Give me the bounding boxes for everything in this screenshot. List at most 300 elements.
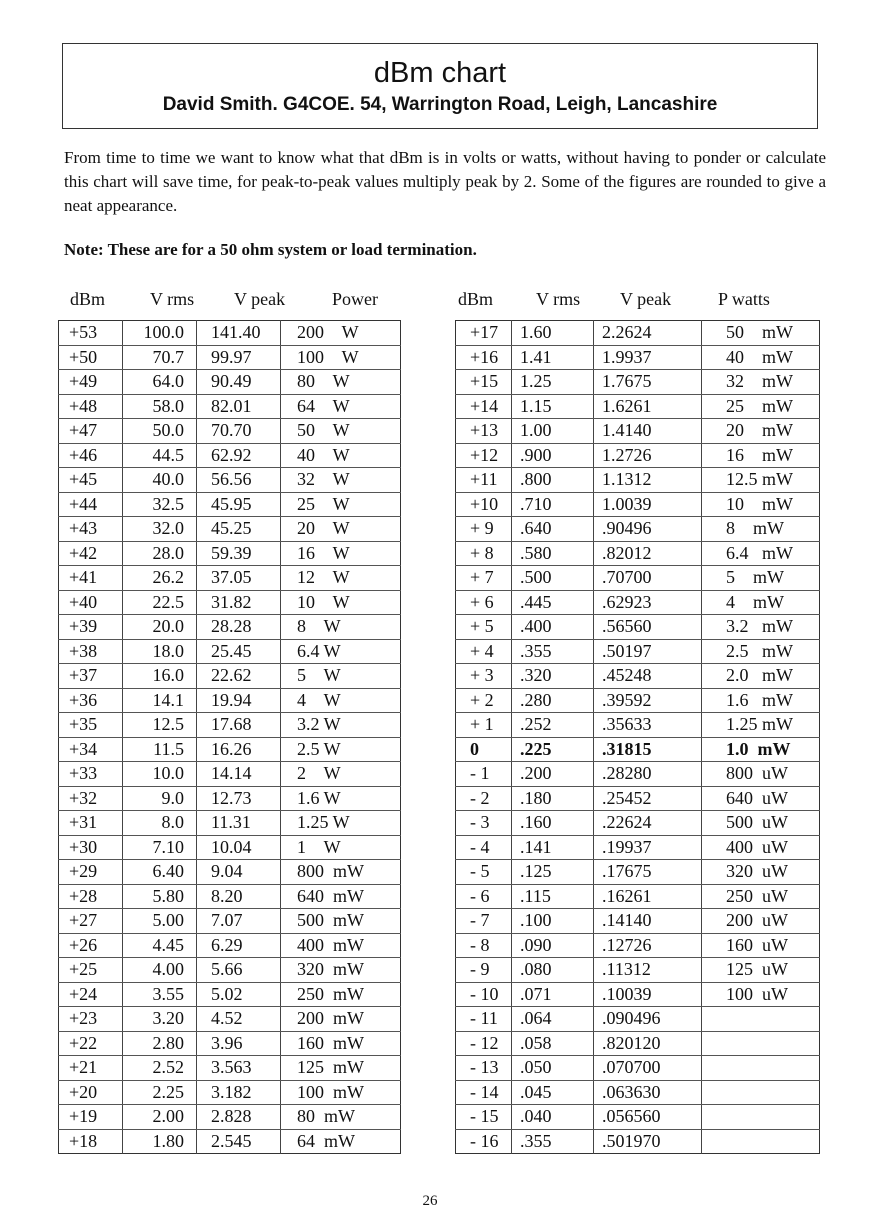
vrms-cell: 5.80 bbox=[123, 884, 197, 909]
vpeak-cell: 16.26 bbox=[197, 737, 281, 762]
vpeak-cell: 7.07 bbox=[197, 909, 281, 934]
power-cell: 125 mW bbox=[281, 1056, 401, 1081]
right-table-row bbox=[456, 860, 820, 885]
dbm-cell: +14 bbox=[456, 394, 512, 419]
vrms-cell: .180 bbox=[512, 786, 594, 811]
vpeak-cell: .501970 bbox=[594, 1129, 702, 1154]
vpeak-cell: .28280 bbox=[594, 762, 702, 787]
page-title: dBm chart bbox=[373, 57, 507, 89]
vrms-cell: .045 bbox=[512, 1080, 594, 1105]
vrms-cell: 26.2 bbox=[123, 566, 197, 591]
dbm-cell: +17 bbox=[456, 321, 512, 346]
vrms-cell: .900 bbox=[512, 443, 594, 468]
power-cell: 2.5 mW bbox=[702, 639, 820, 664]
left-table-row bbox=[59, 835, 401, 860]
right-table-row bbox=[456, 1007, 820, 1032]
vpeak-cell: 2.2624 bbox=[594, 321, 702, 346]
vrms-cell: .355 bbox=[512, 1129, 594, 1154]
dbm-cell: +40 bbox=[59, 590, 123, 615]
left-table-row bbox=[59, 321, 401, 346]
right-table-row bbox=[456, 370, 820, 395]
power-cell: 125 uW bbox=[702, 958, 820, 983]
left-header-vrms: V rms bbox=[150, 289, 195, 309]
power-cell: 8 mW bbox=[702, 517, 820, 542]
power-cell: 20 W bbox=[281, 517, 401, 542]
dbm-cell: +23 bbox=[59, 1007, 123, 1032]
power-cell: 12.5 mW bbox=[702, 468, 820, 493]
power-cell: 100 mW bbox=[281, 1080, 401, 1105]
vpeak-cell: .11312 bbox=[594, 958, 702, 983]
vrms-cell: .280 bbox=[512, 688, 594, 713]
dbm-cell: +10 bbox=[456, 492, 512, 517]
dbm-cell: + 3 bbox=[456, 664, 512, 689]
vrms-cell: 1.60 bbox=[512, 321, 594, 346]
vpeak-cell: 62.92 bbox=[197, 443, 281, 468]
left-table-row bbox=[59, 860, 401, 885]
dbm-cell: + 4 bbox=[456, 639, 512, 664]
right-table-row bbox=[456, 492, 820, 517]
power-cell: 2.5 W bbox=[281, 737, 401, 762]
vrms-cell: .252 bbox=[512, 713, 594, 738]
dbm-cell: +50 bbox=[59, 345, 123, 370]
left-table-row bbox=[59, 615, 401, 640]
vpeak-cell: .31815 bbox=[594, 737, 702, 762]
vpeak-cell: .39592 bbox=[594, 688, 702, 713]
left-table-row bbox=[59, 909, 401, 934]
right-table-row bbox=[456, 443, 820, 468]
power-cell bbox=[702, 1105, 820, 1130]
vpeak-cell: 56.56 bbox=[197, 468, 281, 493]
vrms-cell: 2.80 bbox=[123, 1031, 197, 1056]
vpeak-cell: .90496 bbox=[594, 517, 702, 542]
left-table-row bbox=[59, 492, 401, 517]
vpeak-cell: 1.0039 bbox=[594, 492, 702, 517]
power-cell: 32 mW bbox=[702, 370, 820, 395]
right-table-row bbox=[456, 321, 820, 346]
left-header-power: Power bbox=[332, 289, 378, 309]
power-cell: 4 mW bbox=[702, 590, 820, 615]
vrms-cell: 50.0 bbox=[123, 419, 197, 444]
left-table-row bbox=[59, 713, 401, 738]
power-cell: 250 uW bbox=[702, 884, 820, 909]
dbm-cell: - 16 bbox=[470, 1130, 499, 1151]
power-cell: 2 W bbox=[281, 762, 401, 787]
power-cell: 250 mW bbox=[281, 982, 401, 1007]
vrms-cell: 20.0 bbox=[123, 615, 197, 640]
power-cell: 32 W bbox=[281, 468, 401, 493]
power-cell: 500 uW bbox=[702, 811, 820, 836]
vrms-cell: .445 bbox=[512, 590, 594, 615]
dbm-cell: +11 bbox=[456, 468, 512, 493]
left-table-row bbox=[59, 1129, 401, 1154]
vrms-cell: 3.20 bbox=[123, 1007, 197, 1032]
power-cell: 200 W bbox=[281, 321, 401, 346]
power-cell: 25 mW bbox=[702, 394, 820, 419]
page-number: 26 bbox=[422, 1193, 438, 1209]
left-table-row bbox=[59, 664, 401, 689]
vrms-cell: 3.55 bbox=[123, 982, 197, 1007]
vpeak-cell: 14.14 bbox=[197, 762, 281, 787]
power-cell: 6.4 W bbox=[281, 639, 401, 664]
left-table-row bbox=[59, 370, 401, 395]
right-header-dbm: dBm bbox=[458, 289, 494, 309]
dbm-cell: - 7 bbox=[456, 909, 512, 934]
power-cell: 1.25 mW bbox=[702, 713, 820, 738]
left-table-row bbox=[59, 1031, 401, 1056]
vpeak-cell: .50197 bbox=[594, 639, 702, 664]
left-table-row bbox=[59, 786, 401, 811]
vrms-cell: 100.0 bbox=[123, 321, 197, 346]
vrms-cell: 11.5 bbox=[123, 737, 197, 762]
right-header-vrms: V rms bbox=[536, 289, 581, 309]
dbm-cell: +48 bbox=[59, 394, 123, 419]
right-table-row bbox=[456, 982, 820, 1007]
vpeak-cell: 25.45 bbox=[197, 639, 281, 664]
right-table-row bbox=[456, 345, 820, 370]
intro-paragraph: From time to time we want to know what that dBm is in volts or watts, without having to ponder or calculate this chart will save time, for peak-to-peak values multiply peak by 2. Some of the figures are rounded to give a neat appearance. bbox=[64, 148, 826, 215]
vrms-cell: 28.0 bbox=[123, 541, 197, 566]
vrms-cell: .225 bbox=[512, 737, 594, 762]
right-table-row bbox=[456, 786, 820, 811]
left-table-row bbox=[59, 884, 401, 909]
vrms-cell: 2.52 bbox=[123, 1056, 197, 1081]
power-cell: 1.6 W bbox=[281, 786, 401, 811]
vrms-cell: 14.1 bbox=[123, 688, 197, 713]
left-table-row bbox=[59, 541, 401, 566]
title-box bbox=[62, 43, 818, 129]
dbm-cell: +15 bbox=[456, 370, 512, 395]
right-table-row bbox=[456, 713, 820, 738]
dbm-cell: - 10 bbox=[456, 982, 512, 1007]
vpeak-cell: .22624 bbox=[594, 811, 702, 836]
power-cell: 3.2 mW bbox=[702, 615, 820, 640]
dbm-cell: +47 bbox=[59, 419, 123, 444]
dbm-cell: +33 bbox=[59, 762, 123, 787]
vpeak-cell: 3.563 bbox=[197, 1056, 281, 1081]
vpeak-cell: .090496 bbox=[594, 1007, 702, 1032]
dbm-cell: - 3 bbox=[456, 811, 512, 836]
power-cell: 500 mW bbox=[281, 909, 401, 934]
power-cell: 40 mW bbox=[702, 345, 820, 370]
vrms-cell: .064 bbox=[512, 1007, 594, 1032]
vrms-cell: .160 bbox=[512, 811, 594, 836]
vrms-cell: 4.45 bbox=[123, 933, 197, 958]
dbm-cell: 0 bbox=[456, 737, 512, 762]
vrms-cell: 6.40 bbox=[123, 860, 197, 885]
dbm-cell: +21 bbox=[59, 1056, 123, 1081]
dbm-cell: +41 bbox=[59, 566, 123, 591]
power-cell: 640 uW bbox=[702, 786, 820, 811]
vpeak-cell: 28.28 bbox=[197, 615, 281, 640]
vpeak-cell: 2.828 bbox=[197, 1105, 281, 1130]
power-cell: 5 mW bbox=[702, 566, 820, 591]
right-table-row bbox=[456, 615, 820, 640]
dbm-cell: - 14 bbox=[456, 1080, 512, 1105]
vrms-cell: .320 bbox=[512, 664, 594, 689]
power-cell: 12 W bbox=[281, 566, 401, 591]
dbm-cell: +35 bbox=[59, 713, 123, 738]
dbm-cell: + 9 bbox=[456, 517, 512, 542]
right-header-vpeak: V peak bbox=[620, 289, 672, 309]
vpeak-cell: .820120 bbox=[594, 1031, 702, 1056]
power-cell: 320 uW bbox=[702, 860, 820, 885]
dbm-cell: - 2 bbox=[456, 786, 512, 811]
vpeak-cell: 1.1312 bbox=[594, 468, 702, 493]
right-table-row bbox=[456, 590, 820, 615]
right-table-row bbox=[456, 958, 820, 983]
right-header-pwatts: P watts bbox=[718, 289, 770, 309]
left-table-row bbox=[59, 688, 401, 713]
right-table-row bbox=[456, 664, 820, 689]
left-header-dbm: dBm bbox=[70, 289, 106, 309]
vrms-cell: .071 bbox=[512, 982, 594, 1007]
dbm-cell: + 6 bbox=[456, 590, 512, 615]
power-cell: 1 W bbox=[281, 835, 401, 860]
power-cell: 160 uW bbox=[702, 933, 820, 958]
vpeak-cell: .063630 bbox=[594, 1080, 702, 1105]
dbm-cell: +26 bbox=[59, 933, 123, 958]
vpeak-cell: .62923 bbox=[594, 590, 702, 615]
right-table-row bbox=[456, 566, 820, 591]
power-cell: 64 W bbox=[281, 394, 401, 419]
power-cell: 16 W bbox=[281, 541, 401, 566]
right-table-row bbox=[456, 517, 820, 542]
vpeak-cell: 1.9937 bbox=[594, 345, 702, 370]
left-table-row bbox=[59, 811, 401, 836]
vrms-cell: .500 bbox=[512, 566, 594, 591]
vrms-cell: 22.5 bbox=[123, 590, 197, 615]
right-table-row bbox=[456, 933, 820, 958]
vpeak-cell: 3.182 bbox=[197, 1080, 281, 1105]
vpeak-cell: 45.95 bbox=[197, 492, 281, 517]
vrms-cell: 9.0 bbox=[123, 786, 197, 811]
vpeak-cell: .45248 bbox=[594, 664, 702, 689]
power-cell: 64 mW bbox=[281, 1129, 401, 1154]
power-cell: 1.25 W bbox=[281, 811, 401, 836]
left-table-row bbox=[59, 419, 401, 444]
vrms-cell: 7.10 bbox=[123, 835, 197, 860]
vpeak-cell: .16261 bbox=[594, 884, 702, 909]
vpeak-cell: 2.545 bbox=[197, 1129, 281, 1154]
vrms-cell: .200 bbox=[512, 762, 594, 787]
power-cell: 800 mW bbox=[281, 860, 401, 885]
right-table-row bbox=[456, 762, 820, 787]
vpeak-cell: 19.94 bbox=[197, 688, 281, 713]
vpeak-cell: 8.20 bbox=[197, 884, 281, 909]
vpeak-cell: 99.97 bbox=[197, 345, 281, 370]
dbm-cell: +22 bbox=[59, 1031, 123, 1056]
vpeak-cell: .17675 bbox=[594, 860, 702, 885]
dbm-cell: +39 bbox=[59, 615, 123, 640]
dbm-cell: +49 bbox=[59, 370, 123, 395]
vpeak-cell: .35633 bbox=[594, 713, 702, 738]
right-table-row bbox=[456, 688, 820, 713]
power-cell: 1.6 mW bbox=[702, 688, 820, 713]
dbm-cell: - 5 bbox=[456, 860, 512, 885]
dbm-cell: +46 bbox=[59, 443, 123, 468]
power-cell: 400 uW bbox=[702, 835, 820, 860]
right-table-row bbox=[456, 1080, 820, 1105]
left-table-row bbox=[59, 590, 401, 615]
vpeak-cell: 141.40 bbox=[197, 321, 281, 346]
dbm-cell: - 12 bbox=[456, 1031, 512, 1056]
vpeak-cell: .70700 bbox=[594, 566, 702, 591]
power-cell: 80 W bbox=[281, 370, 401, 395]
power-cell: 200 uW bbox=[702, 909, 820, 934]
right-table-row bbox=[456, 884, 820, 909]
left-table-row bbox=[59, 762, 401, 787]
vrms-cell: 1.25 bbox=[512, 370, 594, 395]
dbm-cell: +32 bbox=[59, 786, 123, 811]
left-table-row bbox=[59, 982, 401, 1007]
power-cell: 5 W bbox=[281, 664, 401, 689]
dbm-cell: +25 bbox=[59, 958, 123, 983]
power-cell: 160 mW bbox=[281, 1031, 401, 1056]
power-cell bbox=[702, 1031, 820, 1056]
vrms-cell: 1.00 bbox=[512, 419, 594, 444]
left-table-row bbox=[59, 443, 401, 468]
vpeak-cell: .19937 bbox=[594, 835, 702, 860]
dbm-cell: +13 bbox=[456, 419, 512, 444]
vrms-cell: .710 bbox=[512, 492, 594, 517]
vrms-cell: 5.00 bbox=[123, 909, 197, 934]
dbm-cell: +38 bbox=[59, 639, 123, 664]
vpeak-cell: .82012 bbox=[594, 541, 702, 566]
vpeak-cell: 1.2726 bbox=[594, 443, 702, 468]
right-dbm-table bbox=[455, 320, 820, 1154]
right-table-row bbox=[456, 419, 820, 444]
vpeak-cell: 1.7675 bbox=[594, 370, 702, 395]
dbm-cell: +34 bbox=[59, 737, 123, 762]
left-table-row bbox=[59, 1056, 401, 1081]
vrms-cell: .355 bbox=[512, 639, 594, 664]
vrms-cell: 8.0 bbox=[123, 811, 197, 836]
power-cell: 20 mW bbox=[702, 419, 820, 444]
vrms-cell: 2.00 bbox=[123, 1105, 197, 1130]
power-cell bbox=[702, 1056, 820, 1081]
vpeak-cell: 82.01 bbox=[197, 394, 281, 419]
vpeak-cell: 9.04 bbox=[197, 860, 281, 885]
vpeak-cell: 17.68 bbox=[197, 713, 281, 738]
dbm-cell: + 2 bbox=[456, 688, 512, 713]
vpeak-cell: .056560 bbox=[594, 1105, 702, 1130]
vpeak-cell: 70.70 bbox=[197, 419, 281, 444]
dbm-cell: + 8 bbox=[456, 541, 512, 566]
vrms-cell: 58.0 bbox=[123, 394, 197, 419]
left-table-row bbox=[59, 468, 401, 493]
vpeak-cell: 90.49 bbox=[197, 370, 281, 395]
right-table-row bbox=[456, 541, 820, 566]
right-table-row bbox=[456, 909, 820, 934]
left-dbm-table bbox=[58, 320, 401, 1154]
vrms-cell: .400 bbox=[512, 615, 594, 640]
dbm-cell: +45 bbox=[59, 468, 123, 493]
vpeak-cell: .25452 bbox=[594, 786, 702, 811]
power-cell bbox=[702, 1129, 820, 1154]
left-table-row bbox=[59, 566, 401, 591]
vrms-cell: 32.0 bbox=[123, 517, 197, 542]
vrms-cell: .640 bbox=[512, 517, 594, 542]
vpeak-cell: 31.82 bbox=[197, 590, 281, 615]
vpeak-cell: .10039 bbox=[594, 982, 702, 1007]
dbm-cell: +18 bbox=[69, 1130, 98, 1151]
dbm-cell: - 9 bbox=[456, 958, 512, 983]
right-table-row bbox=[456, 835, 820, 860]
right-table-row bbox=[456, 1129, 820, 1154]
power-cell: 25 W bbox=[281, 492, 401, 517]
right-table-row bbox=[456, 737, 820, 762]
vpeak-cell: 1.4140 bbox=[594, 419, 702, 444]
dbm-cell: +36 bbox=[59, 688, 123, 713]
dbm-cell: +31 bbox=[59, 811, 123, 836]
right-table-row bbox=[456, 811, 820, 836]
vrms-cell: 70.7 bbox=[123, 345, 197, 370]
dbm-cell: +37 bbox=[59, 664, 123, 689]
dbm-cell: + 7 bbox=[456, 566, 512, 591]
vrms-cell: 18.0 bbox=[123, 639, 197, 664]
left-table-row bbox=[59, 639, 401, 664]
power-cell: 50 mW bbox=[702, 321, 820, 346]
vrms-cell: 40.0 bbox=[123, 468, 197, 493]
vrms-cell: .141 bbox=[512, 835, 594, 860]
dbm-cell: +19 bbox=[59, 1105, 123, 1130]
vpeak-cell: 3.96 bbox=[197, 1031, 281, 1056]
power-cell: 800 uW bbox=[702, 762, 820, 787]
vrms-cell: 64.0 bbox=[123, 370, 197, 395]
dbm-cell: +16 bbox=[456, 345, 512, 370]
power-cell: 3.2 W bbox=[281, 713, 401, 738]
power-cell: 2.0 mW bbox=[702, 664, 820, 689]
left-header-vpeak: V peak bbox=[234, 289, 286, 309]
right-table-row bbox=[456, 394, 820, 419]
power-cell: 6.4 mW bbox=[702, 541, 820, 566]
dbm-cell: +12 bbox=[456, 443, 512, 468]
power-cell: 100 uW bbox=[702, 982, 820, 1007]
vpeak-cell: 37.05 bbox=[197, 566, 281, 591]
left-table-row bbox=[59, 517, 401, 542]
dbm-cell: +42 bbox=[59, 541, 123, 566]
vpeak-cell: .070700 bbox=[594, 1056, 702, 1081]
power-cell bbox=[702, 1007, 820, 1032]
vrms-cell: .100 bbox=[512, 909, 594, 934]
right-table-row bbox=[456, 1056, 820, 1081]
vrms-cell: .800 bbox=[512, 468, 594, 493]
vpeak-cell: 5.66 bbox=[197, 958, 281, 983]
vrms-cell: 12.5 bbox=[123, 713, 197, 738]
right-table-row bbox=[456, 468, 820, 493]
dbm-cell: +43 bbox=[59, 517, 123, 542]
dbm-cell: - 8 bbox=[456, 933, 512, 958]
vrms-cell: 2.25 bbox=[123, 1080, 197, 1105]
dbm-cell: +20 bbox=[59, 1080, 123, 1105]
power-cell: 400 mW bbox=[281, 933, 401, 958]
power-cell: 320 mW bbox=[281, 958, 401, 983]
vpeak-cell: 45.25 bbox=[197, 517, 281, 542]
power-cell: 40 W bbox=[281, 443, 401, 468]
vrms-cell: .040 bbox=[512, 1105, 594, 1130]
left-table-row bbox=[59, 958, 401, 983]
power-cell: 1.0 mW bbox=[702, 737, 820, 762]
vrms-cell: .080 bbox=[512, 958, 594, 983]
left-table-row bbox=[59, 345, 401, 370]
vrms-cell: 1.15 bbox=[512, 394, 594, 419]
left-table-row bbox=[59, 737, 401, 762]
dbm-cell: +29 bbox=[59, 860, 123, 885]
vrms-cell: 1.41 bbox=[512, 345, 594, 370]
left-table-row bbox=[59, 1007, 401, 1032]
vrms-cell: .115 bbox=[512, 884, 594, 909]
vrms-cell: .125 bbox=[512, 860, 594, 885]
